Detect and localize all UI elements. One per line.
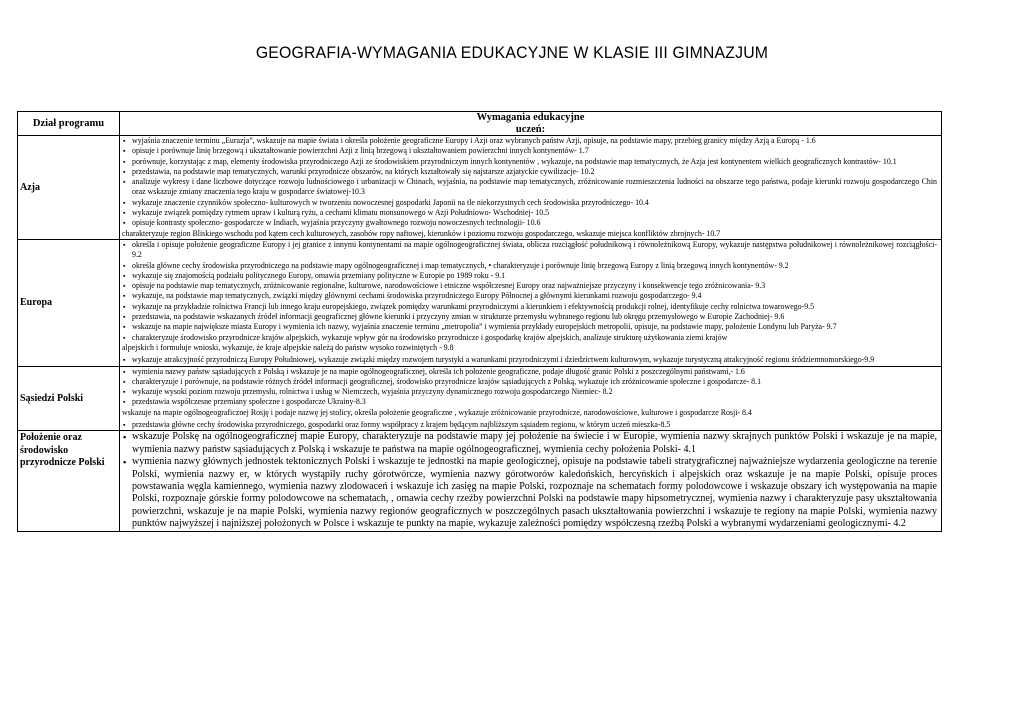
requirements-list	[120, 367, 941, 431]
list-item: ▪ porównuje, korzystając z map, elementy środowiska przyrodniczego Azji ze środowiskiem przyrodniczym innych kontynentów , wykazuje, na podstawie map tematycznych, że Azja jest kontynentem wielkich geograficznych kontrastów- 10.1	[122, 157, 937, 167]
section-requirements	[120, 239, 942, 366]
list-item: ▪ charakteryzuje i porównuje, na podstawie różnych źródeł informacji geograficznej, środowisko przyrodnicze krajów sąsiadujących z Polską, wykazuje ich zróżnicowanie społeczne i gospodarcze- 8.1	[122, 377, 937, 387]
requirements-list	[120, 136, 941, 239]
section-name-line: środowisko	[20, 444, 69, 456]
section-name	[18, 431, 120, 531]
list-item: ▪ określa główne cechy środowiska przyrodniczego na podstawie mapy ogólnogeograficznej i map tematycznych, • charakteryzuje i porównuje linię brzegową Europy z linią brzegową innych kontynentów- 9.2	[122, 261, 937, 271]
section-row-sasiedzi	[18, 366, 942, 431]
list-item: ▪ wskazuje na mapie największe miasta Europy i wymienia ich nazwy, wyjaśnia znaczenie terminu „metropolia” i wymienia przykłady europejskich metropolii, opisuje, na podstawie mapy, położenie Londynu lub Paryża- 9.7	[122, 322, 937, 332]
list-item: ▪ wskazuje Polskę na ogólnogeograficznej mapie Europy, charakteryzuje na podstawie mapy jej położenie na świecie i w Europie, wymienia nazwy skrajnych punktów Polski i wskazuje je na mapie, wymienia nazwy państw sąsiadujących z Polską i wskazuje te państwa na mapie ogólnogeograficznej, wymienia cechy położenia Polski- 4.1	[122, 431, 937, 456]
list-item: ▪ opisuje na podstawie map tematycznych, zróżnicowanie regionalne, kulturowe, narodowościowe i etniczne współczesnej Europy oraz najważniejsze przyczyny i konsekwencje tego zróżnicowania- 9.3	[122, 281, 937, 291]
list-item: ▪ analizuje wykresy i dane liczbowe dotyczące rozwoju ludnościowego i urbanizacji w Chinach, wyjaśnia, na podstawie map tematycznych, zróżnicowanie rozmieszczenia ludności na obszarze tego państwa, podaje kierunki rozwoju gospodarczego Chin oraz wskazuje zmiany znaczenia tego kraju w gospodarce światowej-10.3	[122, 177, 937, 198]
section-requirements	[120, 366, 942, 431]
list-item: charakteryzuje region Bliskiego wschodu pod kątem cech kulturowych, zasobów ropy naftowej, kierunków i poziomu rozwoju gospodarczego, wskazuje miejsca konfliktów zbrojnych- 10.7	[122, 228, 721, 238]
header-requirements-subtitle: uczeń:	[515, 123, 546, 135]
list-item: ▪ wykazuje wysoki poziom rozwoju przemysłu, rolnictwa i usług w Niemczech, wyjaśnia przyczyny dynamicznego rozwoju gospodarczego Niemiec- 8.2	[122, 387, 937, 397]
page-title: GEOGRAFIA-WYMAGANIA EDUKACYJNE W KLASIE III GIMNAZJUM	[255, 43, 769, 62]
section-name-line: Położenie oraz	[20, 432, 82, 444]
requirements-list	[120, 240, 941, 366]
section-name: Europa	[18, 239, 120, 366]
list-item: ▪ opisuje i porównuje linię brzegową i ukształtowanie powierzchni Azji z linią brzegową i ukształtowaniem powierzchni innych kontynentów- 1.7	[122, 146, 937, 156]
requirements-list	[120, 431, 941, 530]
section-row-azja	[18, 136, 942, 240]
list-item: ▪ charakteryzuje środowisko przyrodnicze krajów alpejskich, wykazuje wpływ gór na środowisko przyrodnicze i gospodarkę krajów alpejskich, analizuje strukturę użytkowania ziemi krajów	[122, 333, 937, 343]
list-item: ▪ opisuje kontrasty społeczno- gospodarcze w Indiach, wyjaśnia przyczyny gwałtownego rozwoju nowoczesnych technologii- 10.6	[122, 218, 937, 228]
list-item: ▪ przedstawia główne cechy środowiska przyrodniczego, gospodarki oraz formy współpracy z krajem będącym najbliższym sąsiadem regionu, w którym uczeń mieszka-8.5	[122, 420, 937, 430]
section-requirements	[120, 431, 942, 531]
requirements-table	[17, 111, 942, 532]
list-item: ▪ wykazuje związek pomiędzy rytmem upraw i kulturą ryżu, a cechami klimatu monsunowego w Azji Południowo- Wschodniej- 10.5	[122, 208, 937, 218]
section-row-europa	[18, 239, 942, 366]
header-requirements-cell	[120, 112, 942, 136]
list-item: ▪ wykazuje, na podstawie map tematycznych, związki między głównymi cechami środowiska przyrodniczego Europy Północnej a głównymi kierunkami rozwoju gospodarczego- 9.4	[122, 291, 937, 301]
list-item: ▪ wykazuje na przykładzie rolnictwa Francji lub innego kraju europejskiego, związek pomiędzy warunkami przyrodniczymi a kierunkiem i efektywnością produkcji rolnej, identyfikuje cechy rolnictwa towarowego-9.5	[122, 302, 937, 312]
section-name-line: przyrodnicze Polski	[20, 457, 105, 469]
list-item: ▪ wyjaśnia znaczenie terminu „Eurazja”, wskazuje na mapie świata i określa położenie geograficzne Europy i Azji oraz wybranych państw Azji, opisuje, na podstawie mapy, przebieg granicy między Azją a Europą - 1.6	[122, 136, 937, 146]
section-requirements	[120, 136, 942, 240]
list-item: ▪ wymienia nazwy głównych jednostek tektonicznych Polski i wskazuje te jednostki na mapie geologicznej, opisuje na podstawie tabeli stratygraficznej najważniejsze wydarzenia geologiczne na terenie Polski, wymienia nazwy er, w których wystąpiły ruchy górotwórcze, wymienia nazwy górotworów kaledońskich, hercyńskich i alpejskich oraz wskazuje je na mapie Polski, opisuje proces powstawania węgla kamiennego, wymienia nazwy zlodowaceń i wskazuje ich zasięg na mapie Polski, rozpoznaje na schematach formy polodowcowe i wskazuje obszary ich występowania na mapie Polski, rozpoznaje górskie formy polodowcowe na schematach, , omawia cechy rzeźby powierzchni Polski na podstawie mapy hipsometrycznej, wymienia nazwy i charakteryzuje pasy ukształtowania powierzchni, wskazuje je na mapie Polski, wymienia nazwy regionów geograficznych w poszczególnych pasach ukształtowania powierzchni i wskazuje te regiony na mapie Polski, wymienia nazwy punktów najwyższej i najniższej położonych w Polsce i wskazuje te punkty na mapie, wykazuje zależności pomiędzy współczesną rzeźbą Polski a wybranymi wydarzeniami geologicznymi- 4.2	[122, 456, 937, 530]
table-header-row	[18, 112, 942, 136]
section-name: Azja	[18, 136, 120, 240]
list-item: ▪ przedstawia współczesne przemiany społeczne i gospodarcze Ukrainy-8.3	[122, 397, 937, 407]
list-item: ▪ wykazuje atrakcyjność przyrodniczą Europy Południowej, wykazuje związki między rozwojem turystyki a warunkami przyrodniczymi i dziedzictwem kulturowym, wykazuje turystyczną atrakcyjność regionu śródziemnomorskiego-9.9	[122, 355, 937, 365]
list-item: ▪ określa i opisuje położenie geograficzne Europy i jej granice z innymi kontynentami na mapie ogólnogeograficznej świata, oblicza rozciągłość południkową i równoleżnikową Europy, wykazuje następstwa południkowej i równoleżnikowej rozciągłości- 9.2	[122, 240, 937, 261]
section-row-polozenie	[18, 431, 942, 531]
header-section-cell: Dział programu	[18, 112, 120, 136]
list-item: ▪ przedstawia, na podstawie wskazanych źródeł informacji geograficznej główne kierunki i przyczyny zmian w strukturze przemysłu wybranego regionu lub okręgu przemysłowego w Europie Zachodniej- 9.6	[122, 312, 937, 322]
list-item: ▪ wykazuje się znajomością podziału politycznego Europy, omawia przemiany polityczne w Europie po 1989 roku - 9.1	[122, 271, 937, 281]
list-item: ▪ przedstawia, na podstawie map tematycznych, warunki przyrodnicze obszarów, na których kształtowały się najstarsze azjatyckie cywilizacje- 10.2	[122, 167, 937, 177]
list-item: ▪ wykazuje znaczenie czynników społeczno- kulturowych w tworzeniu nowoczesnej gospodarki Japonii na tle niekorzystnych cech środowiska przyrodniczego- 10.4	[122, 198, 937, 208]
list-item: alpejskich i formułuje wnioski, wykazuje, że kraje alpejskie należą do państw wysoko rozwiniętych - 9.8	[122, 342, 454, 352]
section-name: Sąsiedzi Polski	[18, 366, 120, 431]
list-item: wskazuje na mapie ogólnogeograficznej Rosję i podaje nazwę jej stolicy, określa położenie geograficzne , wykazuje zróżnicowanie przyrodnicze, narodowościowe, kulturowe i gospodarcze Rosji- 8.4	[122, 407, 752, 417]
header-requirements-title: Wymagania edukacyjne	[476, 112, 585, 123]
list-item: ▪ wymienia nazwy państw sąsiadujących z Polską i wskazuje je na mapie ogólnogeograficznej, określa ich położenie geograficzne, podaje długość granic Polski z poszczególnymi państwami,- 1.6	[122, 367, 937, 377]
